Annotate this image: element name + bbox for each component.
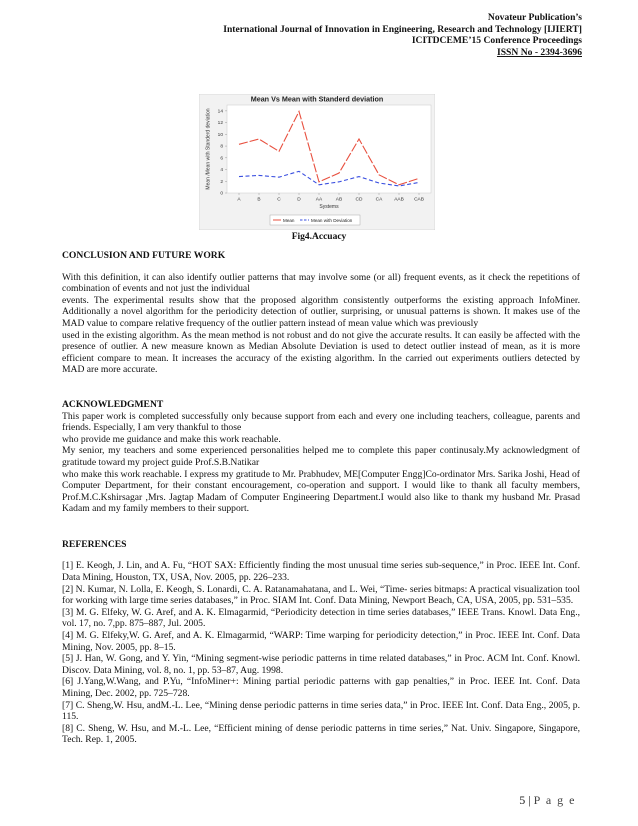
conference-line: ICITDCEME’15 Conference Proceedings <box>411 35 582 47</box>
y-tick-label: 8 <box>220 144 223 150</box>
y-tick-label: 0 <box>220 191 223 197</box>
y-tick-label: 14 <box>217 109 223 115</box>
figure-caption: Fig4.Accuacy <box>291 232 347 242</box>
reference-item: [4] M. G. Elfeky,W. G. Aref, and A. K. Elmagarmid, “WARP: Time warping for periodicity detection,” in Proc. IEEE Int. Conf. Data Mining, Nov. 2005, pp. 8–15. <box>62 630 580 653</box>
x-tick-label: AB <box>335 197 343 203</box>
acknowledgment-paragraph: My senior, my teachers and some experienced personalities helped me to complete this paper continusaly.My acknowledgment of gratitude toward my project guide Prof.S.B.Natikar <box>62 445 580 468</box>
x-tick-label: C <box>277 197 281 203</box>
page-separator: | <box>525 793 534 807</box>
legend-deviation-label: Mean with Deviation <box>311 217 353 223</box>
y-tick-label: 6 <box>220 156 223 162</box>
acknowledgment-paragraph: This paper work is completed successfully only because support from each and every one including teachers, colleague, parents and friends. Especially, I am very thankful to those <box>62 410 580 434</box>
reference-list <box>62 560 580 746</box>
x-tick-label: AA <box>315 197 323 203</box>
y-tick-label: 12 <box>217 121 223 127</box>
page-footer <box>519 793 576 808</box>
x-tick-label: AAB <box>394 197 404 203</box>
x-tick-label: CD <box>355 197 363 203</box>
plot-area <box>227 105 431 193</box>
running-header <box>62 12 582 58</box>
y-tick-label: 4 <box>220 168 223 174</box>
x-tick-label: D <box>297 197 301 203</box>
x-tick-label: B <box>257 197 261 203</box>
conclusion-paragraph: events. The experimental results show that the proposed algorithm consistently outperforms the existing approach InfoMiner. Additionally a novel algorithm for the periodicity detection of outlier, surprising, or unusual patterns is shown. It makes use of the MAD value to compare relative frequency of the outlier pattern instead of mean value which was previously <box>62 294 580 329</box>
journal-line: International Journal of Innovation in Engineering, Research and Technology [IJIERT] <box>223 23 582 35</box>
y-tick-label: 10 <box>217 132 223 138</box>
x-tick-label: CA <box>375 197 383 203</box>
acknowledgment-heading: ACKNOWLEDGMENT <box>62 398 164 410</box>
figure-accuracy <box>199 94 435 230</box>
reference-item: [5] J. Han, W. Gong, and Y. Yin, “Mining segment-wise periodic patterns in time related databases,” in Proc. ACM Int. Conf. Knowl. Discov. Data Mining, vol. 8, no. 1, pp. 53–87, Aug. 1998. <box>62 653 580 676</box>
x-tick-label: A <box>237 197 241 203</box>
conclusion-paragraph: used in the existing algorithm. As the mean method is not robust and do not give the accurate results. It can easily be affected with the presence of outlier. A new measure known as Median Absolute Deviation is used to detect outlier instead of mean, as it is more efficient compare to mean. It increases the accuracy of the existing algorithm. In the carried out experiments outliers detected by MAD are more accurate. <box>62 329 580 376</box>
conclusion-heading: CONCLUSION AND FUTURE WORK <box>62 250 226 261</box>
chart-title: Mean Vs Mean with Standerd deviation <box>250 94 384 104</box>
acknowledgment-paragraph: who make this work reachable. I express my gratitude to Mr. Prabhudev, ME[Computer Engg]Co-ordinator Mrs. Sarika Joshi, Head of Computer Department, for their constant encouragement, co-operation and support. I would like to thank all faculty members, Prof.M.C.Kshirsagar ,Mrs. Jagtap Madam of Computer Engineering Department.I would also like to thank my husband Mr. Prasad Kadam and my family members to their support. <box>62 468 580 515</box>
legend-mean-label: Mean <box>283 217 295 223</box>
reference-item: [7] C. Sheng,W. Hsu, andM.-L. Lee, “Mining dense periodic patterns in time series data,” in Proc. IEEE Int. Conf. Data Eng., 2005, p. 115. <box>62 699 580 723</box>
reference-item: [8] C. Sheng, W. Hsu, and M.-L. Lee, “Efficient mining of dense periodic patterns in time series,” Nat. Univ. Singapore, Singapore, Tech. Rep. 1, 2005. <box>62 722 580 746</box>
reference-item: [1] E. Keogh, J. Lin, and A. Fu, “HOT SAX: Efficiently finding the most unusual time series sub-sequence,” in Proc. IEEE Int. Conf. Data Mining, Houston, TX, USA, Nov. 2005, pp. 226–233. <box>62 560 580 584</box>
issn-line: ISSN No - 2394-3696 <box>496 46 582 58</box>
paper-body <box>62 250 580 746</box>
page-label: P a g e <box>533 793 576 807</box>
y-tick-label: 2 <box>220 179 223 185</box>
x-axis-label: Systems <box>319 204 339 210</box>
references-heading: REFERENCES <box>62 538 127 550</box>
reference-item: [2] N. Kumar, N. Lolla, E. Keogh, S. Lonardi, C. A. Ratanamahatana, and L. Wei, “Time- series bitmaps: A practical visualization tool for working with large time series databases,” in Proc. SIAM Int. Conf. Data Mining, Newport Beach, CA, USA, 2005, pp. 531–535. <box>62 583 580 607</box>
conclusion-paragraph: With this definition, it can also identify outlier patterns that may involve some (or all) frequent events, as it check the repetitions of combination of events and not just the individual <box>62 271 580 295</box>
page-number: 5 <box>519 793 526 807</box>
publisher-line: Novateur Publication’s <box>487 12 582 23</box>
x-tick-label: CAB <box>414 197 424 203</box>
accuracy-chart <box>199 94 435 230</box>
y-axis-label: Mean /Mean with Standerd deviation <box>205 108 212 190</box>
acknowledgment-paragraph: who provide me guidance and make this work reachable. <box>62 433 281 445</box>
reference-item: [3] M. G. Elfeky, W. G. Aref, and A. K. Elmagarmid, “Periodicity detection in time series databases,” IEEE Trans. Knowl. Data Eng., vol. 17, no. 7,pp. 875–887, Jul. 2005. <box>62 606 580 630</box>
reference-item: [6] J.Yang,W.Wang, and P.Yu, “InfoMiner+: Mining partial periodic patterns with gap penalties,” in Proc. IEEE Int. Conf. Data Mining, Dec. 2002, pp. 725–728. <box>62 676 580 699</box>
